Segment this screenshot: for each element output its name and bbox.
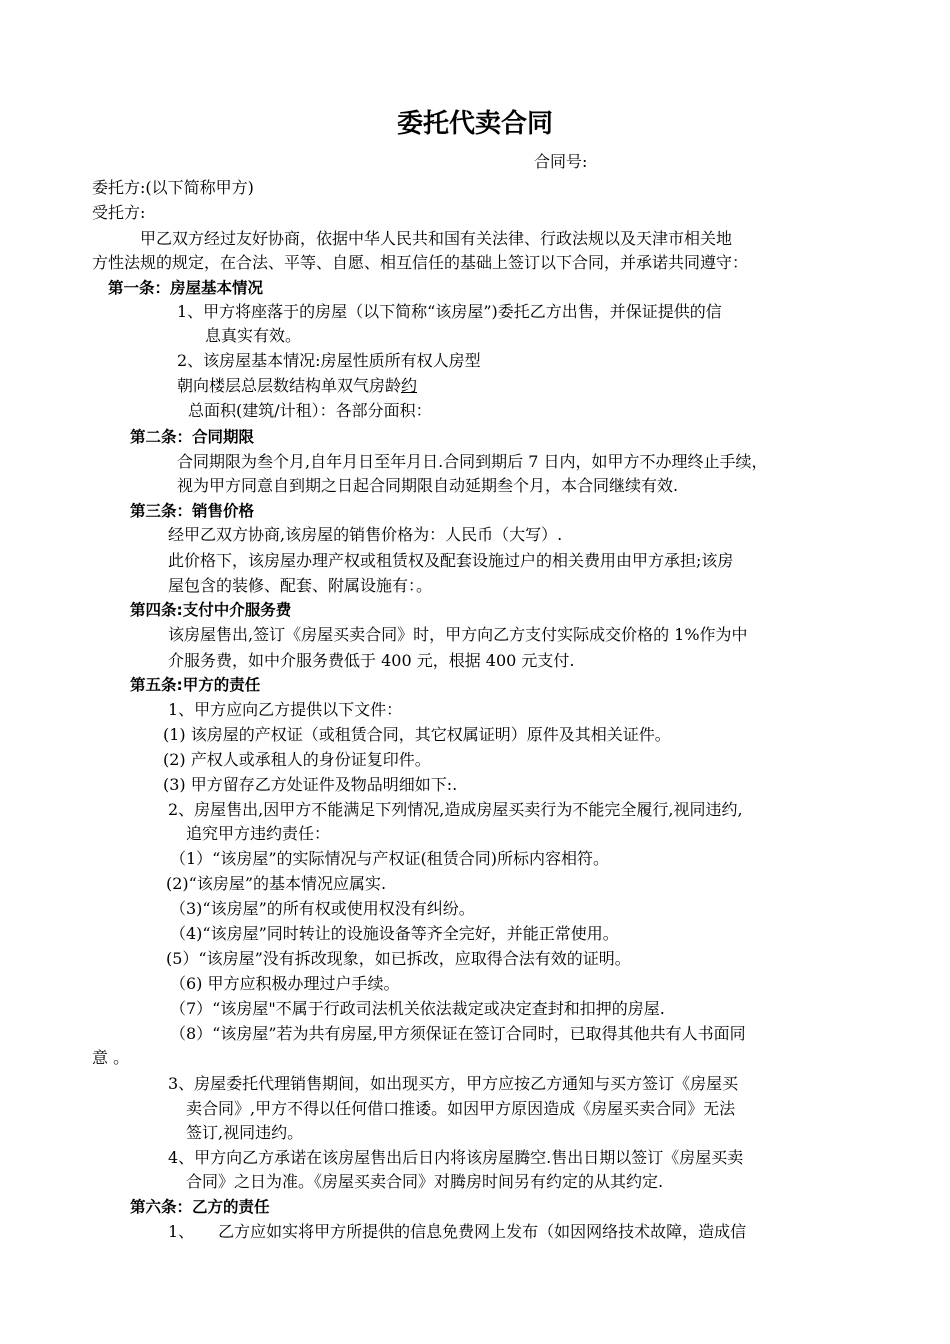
article-2-line: 视为甲方同意自到期之日起合同期限自动延期叁个月，本合同继续有效. bbox=[177, 476, 679, 495]
article-5-heading: 第五条:甲方的责任 bbox=[130, 676, 261, 694]
article-3-line: 此价格下，该房屋办理产权或租赁权及配套设施过户的相关费用由甲方承担;该房 bbox=[168, 551, 734, 570]
contract-number-label: 合同号: bbox=[534, 152, 588, 171]
party-a-line: 委托方:(以下简称甲方) bbox=[92, 178, 254, 197]
article-5-line: 意 。 bbox=[92, 1048, 130, 1067]
article-5-line: （3)“该房屋”的所有权或使用权没有纠纷。 bbox=[170, 899, 475, 918]
document-title: 委托代卖合同 bbox=[396, 109, 553, 139]
article-5-line: 合同》之日为准。《房屋买卖合同》对腾房时间另有约定的从其约定. bbox=[186, 1172, 664, 1191]
article-4-heading: 第四条:支付中介服务费 bbox=[130, 601, 292, 619]
article-5-line: 3、房屋委托代理销售期间，如出现买方，甲方应按乙方通知与买方签订《房屋买 bbox=[168, 1074, 739, 1093]
article-1-line: 总面积(建筑/计租）：各部分面积： bbox=[188, 401, 432, 420]
article-1-line bbox=[177, 374, 417, 398]
article-5-line: 2、房屋售出,因甲方不能满足下列情况,造成房屋买卖行为不能完全履行,视同违约, bbox=[168, 800, 743, 819]
article-5-line: （7）“该房屋"不属于行政司法机关依法裁定或决定查封和扣押的房屋. bbox=[170, 999, 665, 1018]
article-5-line: (1) 该房屋的产权证（或租赁合同，其它权属证明）原件及其相关证件。 bbox=[163, 725, 671, 744]
article-4-line: 介服务费，如中介服务费低于 400 元，根据 400 元支付. bbox=[168, 651, 575, 670]
article-1-line: 2、该房屋基本情况:房屋性质所有权人房型 bbox=[177, 351, 481, 370]
article-5-line: （1）“该房屋”的实际情况与产权证(租赁合同)所标内容相符。 bbox=[170, 849, 610, 868]
article-6-line: 1、 乙方应如实将甲方所提供的信息免费网上发布（如因网络技术故障，造成信 bbox=[168, 1222, 747, 1241]
article-2-line: 合同期限为叁个月,自年月日至年月日.合同到期后 7 日内，如甲方不办理终止手续， bbox=[177, 452, 768, 471]
article-1-line: 1、甲方将座落于的房屋（以下简称“该房屋”)委托乙方出售，并保证提供的信 bbox=[177, 302, 722, 321]
article-3-line: 屋包含的装修、配套、附属设施有：。 bbox=[168, 576, 433, 595]
article-5-line: （6) 甲方应积极办理过户手续。 bbox=[170, 974, 400, 993]
article-5-line: (2) 产权人或承租人的身份证复印件。 bbox=[163, 750, 431, 769]
intro-line-1: 甲乙双方经过友好协商，依据中华人民共和国有关法律、行政法规以及天津市相关地 bbox=[140, 229, 733, 248]
article-4-line: 该房屋售出,签订《房屋买卖合同》时，甲方向乙方支付实际成交价格的 1%作为中 bbox=[168, 625, 748, 644]
intro-line-2: 方性法规的规定，在合法、平等、自愿、相互信任的基础上签订以下合同，并承诺共同遵守： bbox=[92, 253, 749, 272]
article-1-heading: 第一条：房屋基本情况 bbox=[108, 279, 264, 297]
article-6-heading: 第六条：乙方的责任 bbox=[130, 1198, 270, 1216]
article-5-line: 签订,视同违约。 bbox=[186, 1123, 304, 1142]
article-1-line: 息真实有效。 bbox=[205, 326, 302, 345]
article-2-heading: 第二条：合同期限 bbox=[130, 428, 255, 446]
article-5-line: 卖合同》,甲方不得以任何借口推诿。如因甲方原因造成《房屋买卖合同》无法 bbox=[186, 1099, 736, 1118]
article-5-line: 4、甲方向乙方承诺在该房屋售出后日内将该房屋腾空.售出日期以签订《房屋买卖 bbox=[168, 1148, 744, 1167]
article-3-heading: 第三条：销售价格 bbox=[130, 502, 255, 520]
article-5-line: (2)“该房屋”的基本情况应属实. bbox=[166, 874, 387, 893]
party-b-line: 受托方: bbox=[92, 203, 146, 222]
article-5-line: (3) 甲方留存乙方处证件及物品明细如下:. bbox=[163, 775, 458, 794]
house-age-unit: 约 bbox=[401, 376, 418, 395]
orientation-fields: 朝向楼层总层数结构单双气房龄 bbox=[177, 376, 402, 395]
article-5-line: (5）“该房屋”没有拆改现象，如已拆改，应取得合法有效的证明。 bbox=[166, 949, 631, 968]
article-5-line: 追究甲方违约责任： bbox=[186, 824, 331, 843]
article-3-line: 经甲乙双方协商,该房屋的销售价格为：人民币（大写）. bbox=[168, 525, 563, 544]
article-5-line: （4)“该房屋”同时转让的设施设备等齐全完好，并能正常使用。 bbox=[170, 924, 619, 943]
article-5-line: （8）“该房屋”若为共有房屋,甲方须保证在签订合同时，已取得其他共有人书面同 bbox=[170, 1024, 746, 1043]
article-5-line: 1、甲方应向乙方提供以下文件： bbox=[168, 700, 403, 719]
